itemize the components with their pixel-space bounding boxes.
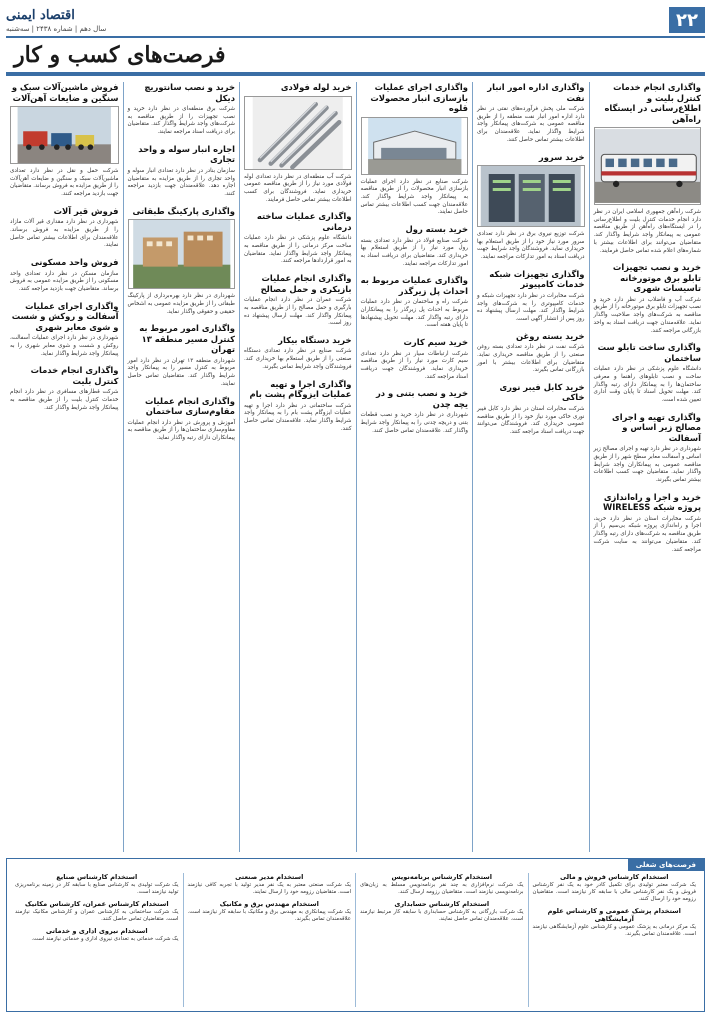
article [477,269,585,324]
ad-body: یک شرکت پیمانکاری به مهندس برق و مکانیک با سابقه کار نیازمند است. علاقه‌مندان تماس بگیرند. [187,909,351,922]
classifieds-grid [11,873,700,1007]
article [10,82,119,199]
article [244,273,352,328]
article-body: شرکت عمران در نظر دارد انجام عملیات بارگیری و حمل مصالح را از طریق مناقصه به پیمانکار واگذار کند. مهلت ارسال پیشنهاد ده روز است. [244,297,352,327]
article-title[interactable]: واگذاری انجام عملیات مقاوم‌سازی ساختمان [144,395,235,417]
article [128,82,236,137]
article-title[interactable]: خرید سرور [538,151,585,162]
article-body: سازمان بنادر در نظر دارد تعدادی انبار سوله و واحد تجاری را از طریق مزایده به متقاضیان اجاره دهد. علاقه‌مندان جهت بازدید مراجعه کنند. [127,167,235,197]
classifieds-column [355,873,528,1007]
column-4 [239,82,356,852]
ad-title[interactable]: استخدام کارشناس صنایع [56,873,138,881]
article-body: شهرداری در نظر دارد مقداری قیر آلات مازاد را از طریق مزایده به فروش برساند. علاقه‌مندان برای اطلاعات بیشتر تماس حاصل نمایند. [10,219,119,249]
article-title[interactable]: واگذاری تجهیزات شبکه خدمات کامپیوتر [489,268,585,290]
article [10,206,119,250]
warehouse-image [361,117,469,175]
article-title[interactable]: خرید و نصب سانتوریچ دیکل [144,82,235,103]
article [594,262,702,335]
article-columns [6,82,705,852]
article [244,379,352,434]
classified-ad [15,873,179,896]
article-title[interactable]: واگذاری امور مربوط به کنترل مسیر منطقه ۱۳ تهران [139,323,235,355]
server-image [477,165,585,227]
ad-body: یک شرکت معتبر تولیدی برای تکمیل کادر خود به یک نفر کارشناس فروش و یک نفر کارشناس مالی با سابقه کار نیازمند است. متقاضیان رزومه خود را ارسال کنند. [532,882,696,902]
article-title[interactable]: خرید لوله فولادی [280,82,352,92]
ad-body: یک شرکت تولیدی به کارشناس صنایع با سابقه کار در زمینه برنامه‌ریزی تولید نیازمند است. [15,882,179,895]
ad-body: یک شرکت ساختمانی به کارشناس عمران و کارشناس مکانیک نیازمند است. متقاضیان تماس حاصل کنند. [15,909,179,922]
article-title[interactable]: واگذاری اجرای عملیات بازسازی انبار محصولات قلوه [370,82,468,113]
article-title[interactable]: خرید سیم کارت [403,337,468,348]
classified-ad [188,900,352,923]
column-1 [589,82,706,852]
article [477,82,585,145]
classified-ad [533,873,697,903]
ad-title[interactable]: استخدام مدیر صنعتی [235,873,304,881]
article-body: شرکت مخابرات استان در نظر دارد کابل فیبر نوری خاکی مورد نیاز خود را از طریق مناقصه عمومی خریداری کند. فروشندگان می‌توانند جهت دریافت اسناد مراجعه کنند. [477,405,585,436]
article [10,365,119,412]
article-body: شرکت راه‌آهن جمهوری اسلامی ایران در نظر دارد انجام خدمات کنترل بلیت و اطلاع‌رسانی را در ایستگاه‌های راه‌آهن از طریق مناقصه عمومی به پیمانکار واجد شرایط واگذار کند. متقاضیان می‌توانند برای اطلاعات بیشتر با شماره‌های اعلام شده تماس حاصل فرمایند. [593,209,701,254]
article [594,82,702,255]
newspaper-brand: اقتصاد ایمنی [6,7,75,23]
article-body: شهرداری در نظر دارد خرید و نصب قطعات بتنی و دریچه چدنی را به پیمانکار واجد شرایط واگذار کند. علاقه‌مندان تماس حاصل کنند. [360,412,468,434]
article-body: شرکت ملی پخش فرآورده‌های نفتی در نظر دارد اداره امور انبار نفت منطقه را از طریق مناقصه عمومی به شرکت‌های پیمانکار واجد شرایط واگذار نماید. علاقه‌مندان برای اطلاعات بیشتر تماس حاصل کنند. [477,106,585,143]
article-title[interactable]: واگذاری اجرا و تهیه عملیات ایزوگام پشت بام [249,378,352,400]
article-title[interactable]: خرید بسته روغن [515,330,585,341]
article [361,82,469,217]
article-body: شرکت ارتباطات سیار در نظر دارد تعدادی سیم کارت مورد نیاز را از طریق مناقصه خریداری نماید. فروشندگان جهت دریافت اسناد مراجعه کنند. [360,350,468,380]
classifieds-column [11,873,183,1007]
ad-title[interactable]: استخدام کارشناس برنامه‌نویس [391,873,493,881]
article [477,331,585,375]
article [594,342,702,405]
article-body: شرکت صنایع در نظر دارد اجرای عملیات بازسازی انبار محصولات را از طریق مناقصه به پیمانکار واجد شرایط واگذار کند. علاقه‌مندان جهت کسب اطلاعات بیشتر تماس حاصل نمایند. [360,178,468,216]
article-title[interactable]: خرید بسته رول [405,224,468,235]
article-body: شرکت آب منطقه‌ای در نظر دارد تعدادی لوله فولادی مورد نیاز را از طریق مناقصه عمومی خریداری نماید. فروشندگان برای کسب اطلاعات بیشتر تماس حاصل فرمایند. [244,173,352,203]
article-title[interactable]: واگذاری اجرای عملیات آسفالت و روکش و شست و شوی معابر شهری [11,300,119,332]
issue-info: سال دهم | شماره ۲۴۳۸ | سه‌شنبه [6,24,107,33]
column-5 [123,82,240,852]
ad-title[interactable]: استخدام پزشک عمومی و کارشناس علوم آزمایشگاهی [547,907,681,923]
classifieds-column [528,873,701,1007]
ad-body: یک شرکت خدماتی به تعدادی نیروی اداری و خدماتی نیازمند است. [31,936,179,942]
ad-title[interactable]: استخدام کارشناس حسابداری [394,900,490,908]
title-divider [6,72,705,76]
article [128,323,236,388]
classified-ad [15,927,179,943]
article-title[interactable]: خرید دستگاه بیکار [278,334,352,345]
ad-body: یک شرکت صنعتی معتبر به یک نفر مدیر تولید با تجربه کافی نیازمند است. متقاضیان رزومه خود را ارسال نمایند. [187,882,351,895]
column-3 [356,82,473,852]
article-title[interactable]: واگذاری اداره امور انبار نفت [487,82,585,103]
classified-ad [188,873,352,896]
ad-title[interactable]: استخدام مهندس برق و مکانیک [219,900,319,908]
article-title[interactable]: واگذاری ساخت تابلو ست ساختمان [597,342,701,363]
article [594,412,702,485]
steel-pipes-image [244,96,352,170]
article-body: شرکت راه و ساختمان در نظر دارد عملیات مربوط به احداث پل زیرگذر را به پیمانکاران دارای رتبه واگذار کند. مهلت تحویل پیشنهادها تا پایان هفته است. [360,299,468,329]
article [10,257,119,294]
page-number: ۲۲ [669,7,705,33]
ad-title[interactable]: استخدام نیروی اداری و خدماتی [45,927,148,935]
article-title[interactable]: واگذاری تهیه و اجرای مصالح زیر اساس و آسفالت [612,411,701,443]
article [244,335,352,372]
article-body: آموزش و پرورش در نظر دارد انجام عملیات مقاوم‌سازی ساختمان‌ها را از طریق مناقصه به پیمانکاران دارای رتبه واگذار نماید. [127,419,235,441]
article [477,152,585,262]
ad-title[interactable]: استخدام کارشناس عمران، کارشناس مکانیک [24,900,169,908]
article-title[interactable]: واگذاری انجام خدمات کنترل بلیت [30,365,119,386]
header-left [6,8,110,33]
article-title[interactable]: خرید و نصب تجهیزات تابلو برق موتورخانه تاسیسات شهری [612,262,701,294]
article [594,492,702,555]
article-title[interactable]: واگذاری عملیات ساخته درمانی [256,211,352,232]
article-title[interactable]: واگذاری پارکینگ طبقاتی [132,205,235,216]
article-body: شرکت حمل و نقل در نظر دارد تعدادی ماشین‌آلات سبک و سنگین و ضایعات آهن‌آلات را از طریق مزایده به فروش برساند. متقاضیان جهت بازدید مراجعه کنند. [10,168,119,198]
ad-body: یک شرکت نرم‌افزاری به چند نفر برنامه‌نویس مسلط به زبان‌های برنامه‌نویسی نیازمند است. متقاضیان رزومه ارسال کنند. [360,882,524,895]
article-body: شهرداری منطقه ۱۳ تهران در نظر دارد امور مربوط به کنترل مسیر را به پیمانکار واجد شرایط واگذار کند. متقاضیان تماس حاصل نمایند. [127,357,236,387]
ad-body: یک شرکت بازرگانی به کارشناس حسابداری با سابقه کار مرتبط نیازمند است. علاقه‌مندان تماس حاصل نمایند. [360,909,524,922]
classifieds-box [6,858,705,1012]
article [128,396,236,443]
article-body: شرکت برق منطقه‌ای در نظر دارد خرید و نصب تجهیزات را از طریق مناقصه به شرکت‌های واجد شرایط واگذار کند. متقاضیان برای دریافت اسناد مراجعه نمایند. [127,106,235,136]
article-title[interactable]: خرید کابل فیبر نوری خاکی [499,381,585,403]
article-body: دانشگاه علوم پزشکی در نظر دارد عملیات ساخت و نصب تابلوهای راهنما و معرفی ساختمان‌ها را به پیمانکار دارای رتبه واگذار کند. مهلت تحویل اسناد تا پایان وقت اداری تعیین شده است. [593,366,701,404]
header-right [669,7,705,33]
article-body: دانشگاه علوم پزشکی در نظر دارد عملیات ساخت مرکز درمانی را از طریق مناقصه به پیمانکار واجد شرایط واگذار نماید. متقاضیان به امور قراردادها مراجعه کنند. [244,235,352,265]
article-body: شرکت نفت در نظر دارد تعدادی بسته روغن صنعتی را از طریق مناقصه خریداری نماید. متقاضیان برای اطلاعات بیشتر با امور بازرگانی تماس بگیرند. [477,344,585,374]
article-body: شرکت آب و فاضلاب در نظر دارد خرید و نصب تجهیزات تابلو برق موتورخانه را از طریق مناقصه به شرکت‌های واجد صلاحیت واگذار نماید. علاقه‌مندان جهت دریافت اسناد به واحد بازرگانی مراجعه کنند. [593,296,701,334]
classified-ad [360,873,524,896]
article-title[interactable]: خرید و نصب بتنی و در یچه چدن [375,388,468,409]
ad-title[interactable]: استخدام کارشناس فروش و مالی [559,873,669,881]
article-title[interactable]: خرید و اجرا و راه‌اندازی پروژه شبکه WIRELESS [602,491,701,513]
article-title[interactable]: واگذاری عملیات مربوط به احداث پل زیرگذر [360,275,468,296]
classified-ad [533,907,697,938]
column-2 [472,82,589,852]
article-body: شهرداری در نظر دارد اجرای عملیات آسفالت، روکش و شست و شوی معابر شهری را به پیمانکار واجد شرایط واگذار نماید. [10,335,119,357]
article-body: شهرداری در نظر دارد بهره‌برداری از پارکینگ طبقاتی را از طریق مزایده عمومی به اشخاص حقیقی و حقوقی واگذار نماید. [127,293,235,315]
article [361,275,469,330]
article [128,144,236,199]
article-title[interactable]: فروش ماشین‌آلات سبک و سنگین و ضایعات آهن‌آلات [11,82,119,103]
column-6 [6,82,123,852]
article-title[interactable]: فروش قیر آلات [53,205,119,216]
article [244,82,352,204]
train-image [594,127,702,205]
article [244,211,352,266]
classified-ad [15,900,179,923]
classifieds-tag: فرصت‌های شغلی [628,859,704,871]
article-title[interactable]: فروش واحد مسکونی [30,257,119,268]
parking-image [128,219,236,289]
article [128,206,236,317]
article-title[interactable]: واگذاری انجام خدمات کنترل بلیت و اطلاع‌رسانی در ایستگاه راه‌آهن [604,82,701,124]
article-body: شرکت قطارهای مسافری در نظر دارد انجام خدمات کنترل بلیت را از طریق مناقصه به پیمانکار واجد شرایط واگذار کند. [10,389,119,411]
article [361,337,469,381]
classified-ad [360,900,524,923]
article [477,382,585,437]
page-header [6,4,705,78]
ad-body: یک مرکز درمانی به پزشک عمومی و کارشناس علوم آزمایشگاهی نیازمند است. علاقه‌مندان تماس بگیرند. [532,924,696,937]
article-body: شهرداری در نظر دارد تهیه و اجرای مصالح زیر اساس و آسفالت معابر سطح شهر را از طریق مناقصه عمومی به پیمانکاران واجد شرایط واگذار نماید. متقاضیان جهت کسب اطلاعات بیشتر تماس بگیرند. [593,446,701,484]
article-body: شرکت صنایع در نظر دارد تعدادی دستگاه صنعتی را از طریق استعلام بها خریداری کند. فروشندگان واجد شرایط تماس بگیرند. [244,348,352,370]
classifieds-column [183,873,356,1007]
trucks-image [10,106,119,164]
article-body: شرکت مخابرات در نظر دارد تجهیزات شبکه و خدمات کامپیوتری را به شرکت‌های واجد شرایط واگذار کند. مهلت ارسال پیشنهاد ده روز پس از انتشار آگهی است. [477,292,585,322]
article-body: شرکت صنایع فولاد در نظر دارد تعدادی بسته رول مورد نیاز را از طریق استعلام بها خریداری کند. متقاضیان برای دریافت اسناد به امور تدارکات مراجعه نمایند. [360,237,468,267]
header-bar [6,4,705,38]
article-title[interactable]: واگذاری انجام عملیات بازیکری و حمل مصالح [260,273,352,294]
article [361,224,469,268]
section-title: فرصت‌های کسب و کار [14,42,226,68]
article-body: شرکت مخابرات استان در نظر دارد خرید، اجرا و راه‌اندازی پروژه شبکه بی‌سیم را از طریق مناقصه به شرکت‌های دارای رتبه واگذار کند. متقاضیان می‌توانند به سایت شرکت مراجعه کنند. [593,515,701,553]
article-title[interactable]: اجاره انبار سوله و واحد تجاری [138,143,235,165]
article-body: سازمان مسکن در نظر دارد تعدادی واحد مسکونی را از طریق مزایده عمومی به فروش برساند. متقاضیان جهت بازدید مراجعه کنند. [10,270,119,293]
article [361,388,469,435]
article [10,301,119,359]
article-body: شرکت ساختمانی در نظر دارد اجرا و تهیه عملیات ایزوگام پشت بام را به پیمانکار واجد شرایط واگذار نماید. علاقه‌مندان تماس حاصل کنند. [244,402,352,432]
article-body: شرکت توزیع نیروی برق در نظر دارد تعدادی سرور مورد نیاز خود را از طریق استعلام بها خریداری نماید. فروشندگان واجد شرایط جهت دریافت اسناد به امور تدارکات مراجعه نمایند. [477,231,585,261]
